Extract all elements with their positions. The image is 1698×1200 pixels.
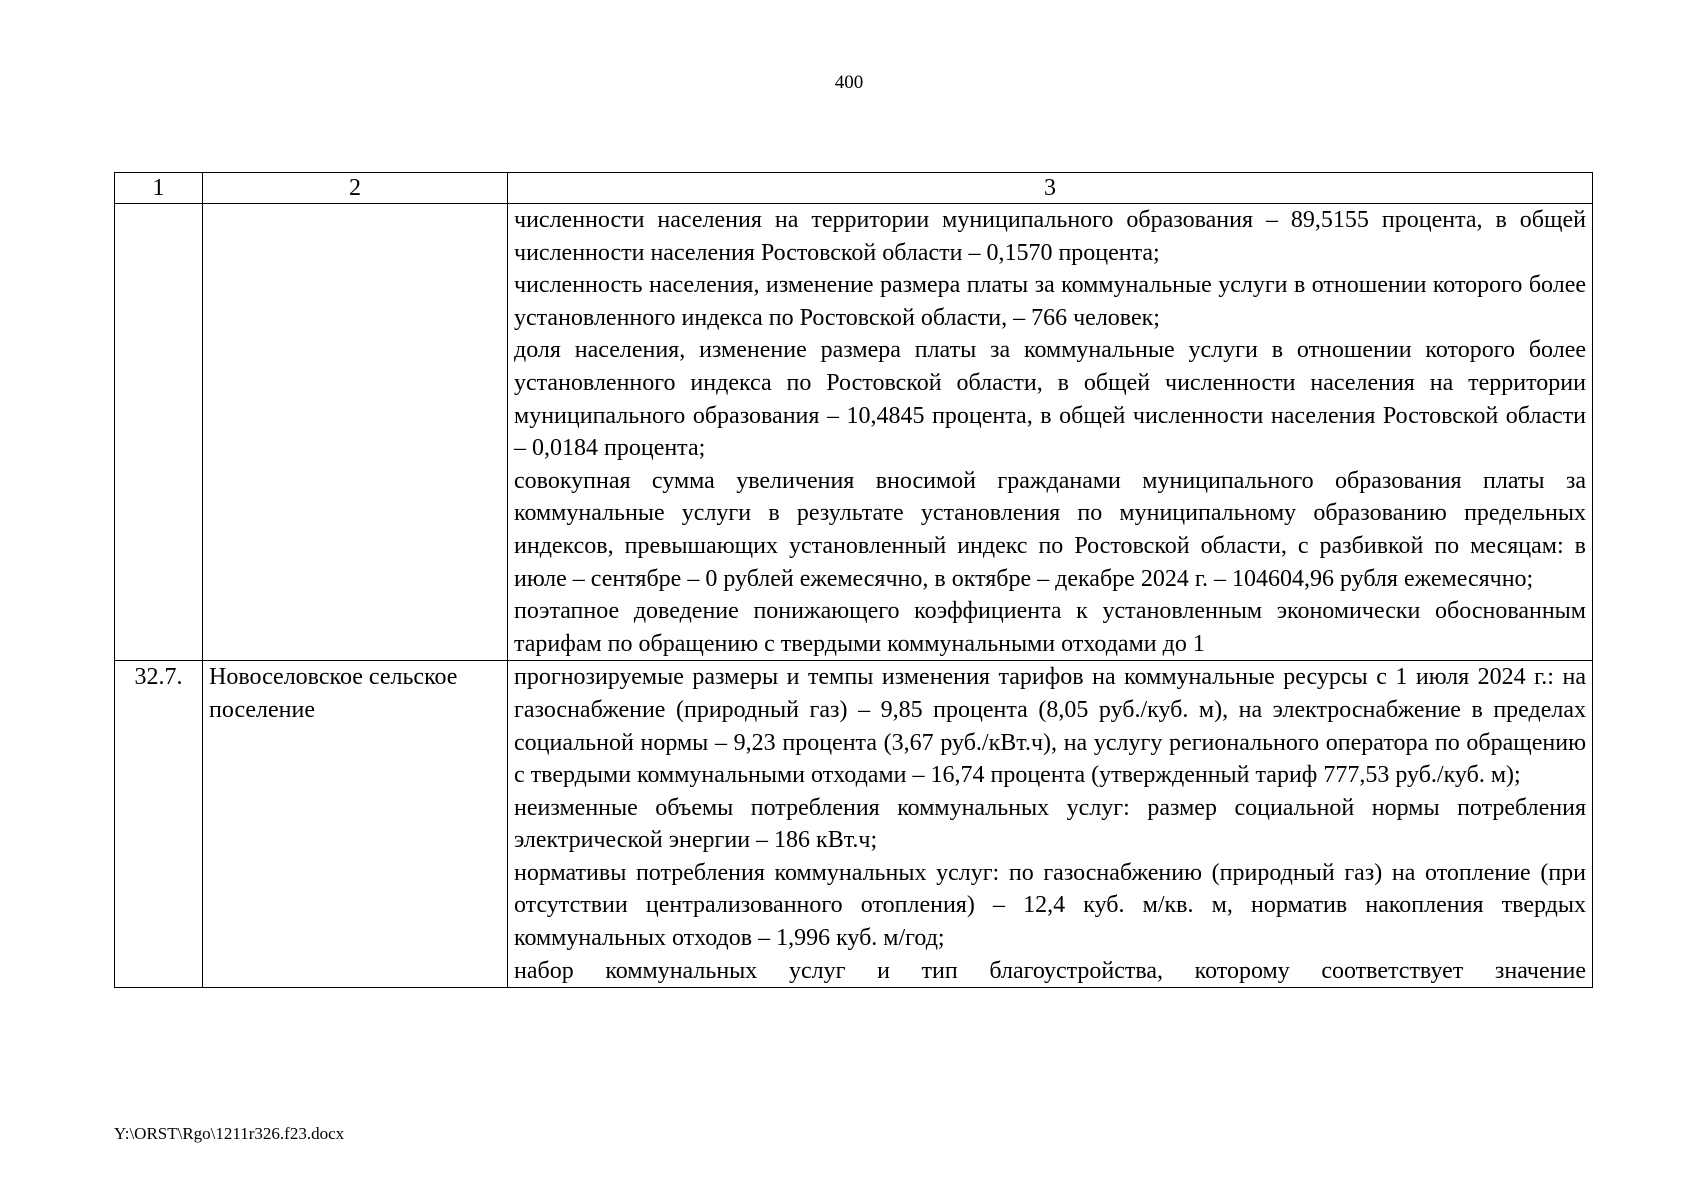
table-header	[115, 173, 1593, 204]
paragraph: неизменные объемы потребления коммунальных услуг: размер социальной нормы потребления электрической энергии – 186 кВт.ч;	[514, 794, 1586, 854]
table-row	[115, 204, 1593, 661]
page-number: 400	[834, 72, 864, 93]
row-number: 32.7.	[115, 661, 203, 988]
municipality-name: Новоселовское сельское поселение	[203, 661, 508, 988]
indices-table	[114, 172, 1593, 988]
paragraph: поэтапное доведение понижающего коэффициента к установленным экономически обоснованным тарифам по обращению с твердыми коммунальными отходами до 1	[514, 598, 1586, 657]
header-col-1: 1	[115, 173, 203, 204]
paragraph: доля населения, изменение размера платы за коммунальные услуги в отношении которого более установленного индекса по Ростовской области, в общей численности населения на территории муниципального образования – 10,4845 процента, в общей численности населения Ростовской области – 0,0184 процента;	[514, 337, 1586, 462]
row-number	[115, 204, 203, 661]
paragraph: совокупная сумма увеличения вносимой гражданами муниципального образования платы за коммунальные услуги в результате установления по муниципальному образованию предельных индексов, превышающих установленный индекс по Ростовской области, с разбивкой по месяцам: в июле – сентябре – 0 рублей ежемесячно, в октябре – декабре 2024 г. – 104604,96 рубля ежемесячно;	[514, 467, 1586, 592]
municipality-name	[203, 204, 508, 661]
header-col-2: 2	[203, 173, 508, 204]
paragraph: набор коммунальных услуг и тип благоустройства, которому соответствует значение	[514, 957, 1586, 984]
paragraph: нормативы потребления коммунальных услуг: по газоснабжению (природный газ) на отопление (при отсутствии централизованного отопления) – 12,4 куб. м/кв. м, норматив накопления твердых коммунальных отходов – 1,996 куб. м/год;	[514, 859, 1586, 952]
table-row	[115, 661, 1593, 988]
file-path-footer: Y:\ORST\Rgo\1211r326.f23.docx	[114, 1124, 345, 1143]
header-row	[115, 173, 1593, 204]
header-col-3: 3	[508, 173, 1593, 204]
row-content	[508, 204, 1593, 661]
paragraph: численность населения, изменение размера платы за коммунальные услуги в отношении которого более установленного индекса по Ростовской области, – 766 человек;	[514, 272, 1586, 331]
paragraph: прогнозируемые размеры и темпы изменения тарифов на коммунальные ресурсы с 1 июля 2024 г.: на газоснабжение (природный газ) – 9,85 процента (8,05 руб./куб. м), на электроснабжение в пределах социальной нормы – 9,23 процента (3,67 руб./кВт.ч), на услугу регионального оператора по обращению с твердыми коммунальными отходами – 16,74 процента (утвержденный тариф 777,53 руб./куб. м);	[514, 664, 1586, 789]
paragraph: численности населения на территории муниципального образования – 89,5155 процента, в общей численности населения Ростовской области – 0,1570 процента;	[514, 207, 1586, 266]
row-content	[508, 661, 1593, 988]
